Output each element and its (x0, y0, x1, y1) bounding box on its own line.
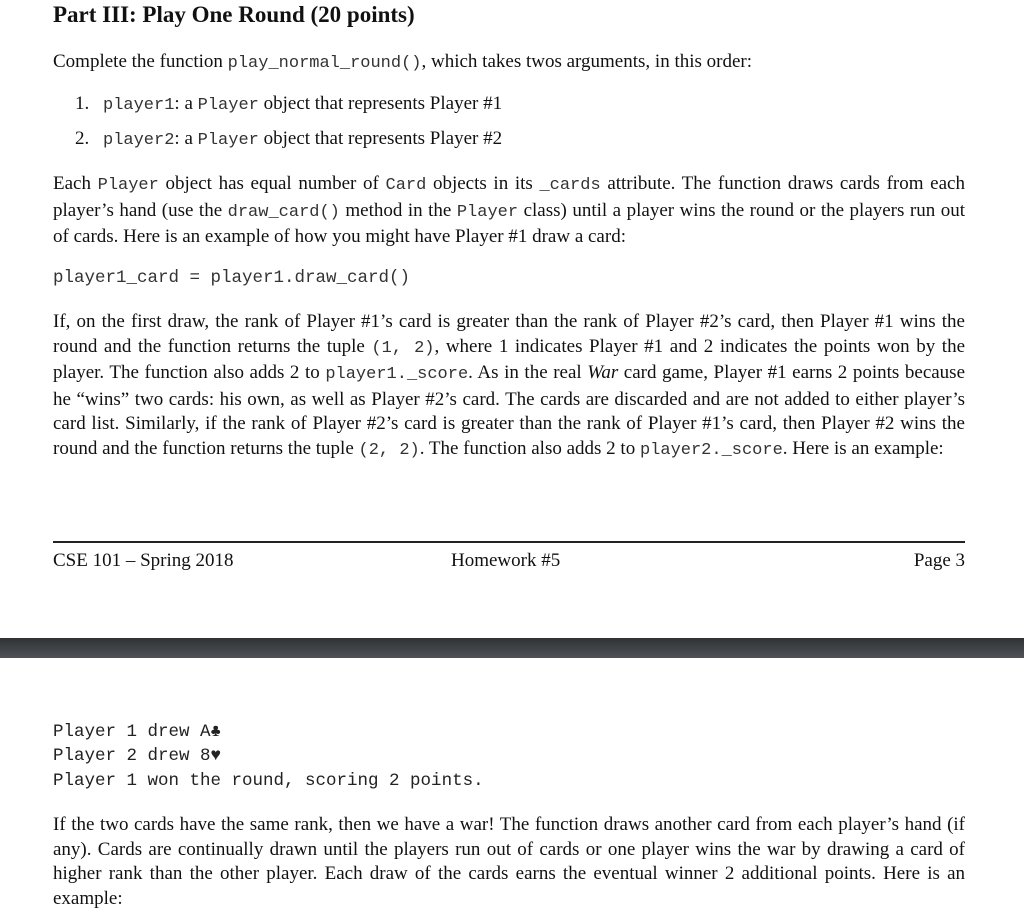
inline-code: Player (197, 131, 259, 150)
inline-code: draw_card() (227, 202, 340, 222)
text-run: object has equal number of (158, 173, 386, 194)
inline-code: Card (385, 176, 427, 195)
list-number: 1. (75, 93, 90, 114)
list-number: 2. (75, 128, 90, 149)
text-run: If, on the first draw, the rank of Player #1’s card is greater than the rank of Player #2’s card, then Player #1 wins the round and the function returns the tuple (53, 311, 965, 357)
text-run: class) until a player wins the round or the players run out of cards. Here is an example of how you might have Player #1 draw a card: (53, 199, 966, 247)
code-example: player1_card = player1.draw_card() (53, 268, 411, 288)
text-run: , where 1 indicates Player #1 and 2 indicates the points won by the player. The function also adds 2 to (53, 335, 965, 383)
footer-page: Page 3 (913, 550, 965, 571)
list-text (103, 128, 502, 149)
paragraph-war (53, 813, 965, 911)
text-run: object that represents Player #2 (258, 128, 503, 149)
text-run: Complete the function (53, 51, 228, 72)
output-line: Player 1 won the round, scoring 2 points. (53, 770, 484, 791)
text-run: , which takes twos arguments, in this order: (421, 51, 753, 72)
footer-homework: Homework #5 (451, 550, 561, 571)
list-item (75, 93, 502, 115)
text-run: attribute. The function draws cards from each player’s hand (use the (53, 173, 965, 221)
footer-rule (53, 541, 965, 543)
text-run: objects in its (426, 173, 540, 194)
text-run: : a (174, 93, 198, 114)
text-run: card game, Player #1 earns 2 points because he “wins” two cards: his own, as well as Player #2’s card. The cards are discarded and are not added to either player’s card list. Similarly, if the rank of Player #2’s card is greater than the rank of Player #1’s card, then Player #2 wins the round and the function returns the tuple (53, 362, 966, 459)
paragraph-player-object (53, 172, 965, 250)
inline-code: (2, 2) (358, 440, 420, 460)
inline-code: Player (197, 96, 259, 115)
text-run: Each (53, 173, 98, 194)
inline-code: (1, 2) (371, 338, 435, 358)
footer-course: CSE 101 – Spring 2018 (53, 550, 234, 571)
inline-code: Player (456, 202, 519, 222)
output-line: Player 1 drew A♣ (53, 722, 222, 742)
section-title: Part III: Play One Round (20 points) (53, 2, 415, 27)
inline-code: play_normal_round() (227, 54, 422, 73)
text-run: . The function also adds 2 to (419, 437, 640, 459)
text-run: . As in the real (468, 362, 588, 383)
example-output (53, 720, 484, 793)
list-item (75, 128, 502, 150)
inline-code: player2._score (639, 440, 783, 460)
text-run: War (587, 362, 619, 383)
list-text (103, 93, 502, 114)
output-line: Player 2 drew 8♥ (53, 746, 222, 767)
text-run: If the two cards have the same rank, then we have a war! The function draws another card from each player’s hand (if any). Cards are continually drawn until the players run out of cards or one player wins the war by drawing a card of higher rank than the other player. Each draw of the cards earns the eventual winner 2 additional points. Here is an example: (53, 814, 965, 909)
inline-code: player2 (103, 131, 175, 150)
text-run: method in the (339, 199, 457, 221)
inline-code: _cards (539, 176, 601, 195)
text-run: : a (174, 128, 198, 149)
text-run: object that represents Player #1 (258, 93, 503, 114)
page-separator (0, 638, 1024, 658)
inline-code: Player (97, 176, 159, 195)
inline-code: player1._score (325, 365, 469, 384)
intro-paragraph (53, 50, 965, 77)
text-run: . Here is an example: (782, 437, 944, 459)
paragraph-rules (53, 310, 965, 463)
inline-code: player1 (103, 96, 175, 115)
